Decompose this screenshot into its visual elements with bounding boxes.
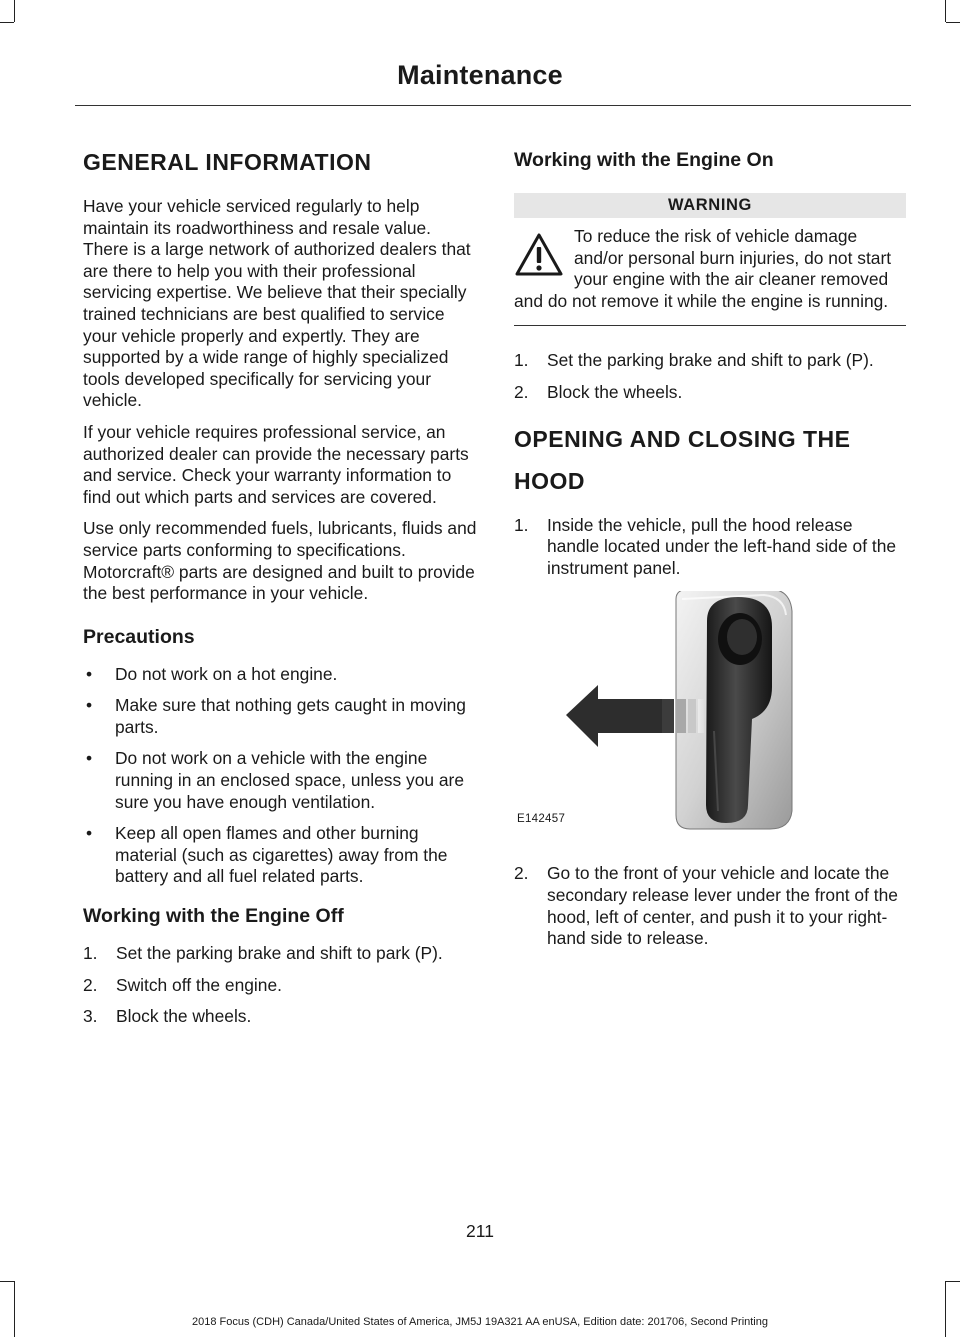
crop-mark xyxy=(0,1281,14,1282)
warning-triangle-icon xyxy=(514,232,564,278)
page-number: 211 xyxy=(466,1221,494,1241)
list-item: • Keep all open flames and other burning material (such as cigarettes) away from the battery and all fuel related parts. xyxy=(86,823,448,887)
bullet-icon: • xyxy=(86,663,93,684)
hood-release-figure xyxy=(514,591,906,849)
crop-mark xyxy=(945,1281,946,1337)
list-item: 1. Set the parking brake and shift to park (P). xyxy=(83,943,443,964)
list-item: • Make sure that nothing gets caught in moving parts. xyxy=(86,695,466,737)
header-divider xyxy=(75,105,911,106)
bullet-icon: • xyxy=(86,823,93,844)
engine-on-steps xyxy=(514,350,906,403)
warning-body xyxy=(514,226,906,312)
list-item: 1. Inside the vehicle, pull the hood release handle located under the left-hand side of the instrument panel. xyxy=(514,514,897,578)
general-paragraph: Use only recommended fuels, lubricants, fluids and service parts conforming to specifications. Motorcraft® parts are designed and built to provide the best performance in your vehicle. xyxy=(83,518,477,604)
crop-mark xyxy=(946,22,960,23)
engine-on-heading: Working with the Engine On xyxy=(514,149,774,171)
list-item: 2. Block the wheels. xyxy=(514,381,683,402)
crop-mark xyxy=(14,1281,15,1337)
warning-box xyxy=(514,193,906,326)
list-item: • Do not work on a vehicle with the engine running in an enclosed space, unless you are sure you have enough ventilation. xyxy=(86,748,465,812)
hood-heading: OPENING AND CLOSING THE HOOD xyxy=(514,425,851,494)
engine-off-steps xyxy=(83,943,479,1028)
list-item: 3. Block the wheels. xyxy=(83,1006,252,1027)
right-column xyxy=(514,140,906,960)
hood-steps xyxy=(514,515,906,580)
precautions-heading: Precautions xyxy=(83,625,195,648)
warning-divider xyxy=(514,325,906,326)
general-information-heading: GENERAL INFORMATION xyxy=(83,149,372,175)
bullet-icon: • xyxy=(86,695,93,716)
list-item: 1. Set the parking brake and shift to park (P). xyxy=(514,350,874,371)
engine-off-heading: Working with the Engine Off xyxy=(83,905,344,928)
figure-code: E142457 xyxy=(517,813,566,826)
list-item: 2. Switch off the engine. xyxy=(83,974,282,995)
page-footer: 2018 Focus (CDH) Canada/United States of America, JM5J 19A321 AA enUSA, Edition date: 201706, Second Printing xyxy=(191,1316,768,1328)
crop-mark xyxy=(945,0,946,22)
general-paragraph: If your vehicle requires professional service, an authorized dealer can provide the necessary parts and service. Check your warranty information to find out which parts and services are covered. xyxy=(83,421,469,507)
bullet-icon: • xyxy=(86,748,93,769)
page-header xyxy=(0,60,960,91)
page-title: Maintenance xyxy=(397,60,563,90)
hood-release-handle-illustration xyxy=(514,591,906,849)
left-column xyxy=(83,140,479,1038)
hood-steps-continued xyxy=(514,863,906,949)
list-item: 2. Go to the front of your vehicle and locate the secondary release lever under the front of the hood, left of center, and push it to your right-hand side to release. xyxy=(514,863,898,949)
list-item: • Do not work on a hot engine. xyxy=(86,663,338,684)
general-paragraph: Have your vehicle serviced regularly to help maintain its roadworthiness and resale value. There is a large network of authorized dealers that are there to help you with their professional servicing expertise. We believe that their specially trained technicians are best qualified to service your vehicle properly and expertly. They are supported by a wide range of highly specialized tools developed specifically for servicing your vehicle. xyxy=(83,196,471,411)
crop-mark xyxy=(946,1281,960,1282)
crop-mark xyxy=(14,0,15,22)
warning-text: To reduce the risk of vehicle damage and/or personal burn injuries, do not start your engine with the air cleaner removed and do not remove it while the engine is running. xyxy=(514,226,892,311)
crop-mark xyxy=(0,22,14,23)
precautions-list xyxy=(83,664,479,888)
warning-label: WARNING xyxy=(514,193,906,218)
